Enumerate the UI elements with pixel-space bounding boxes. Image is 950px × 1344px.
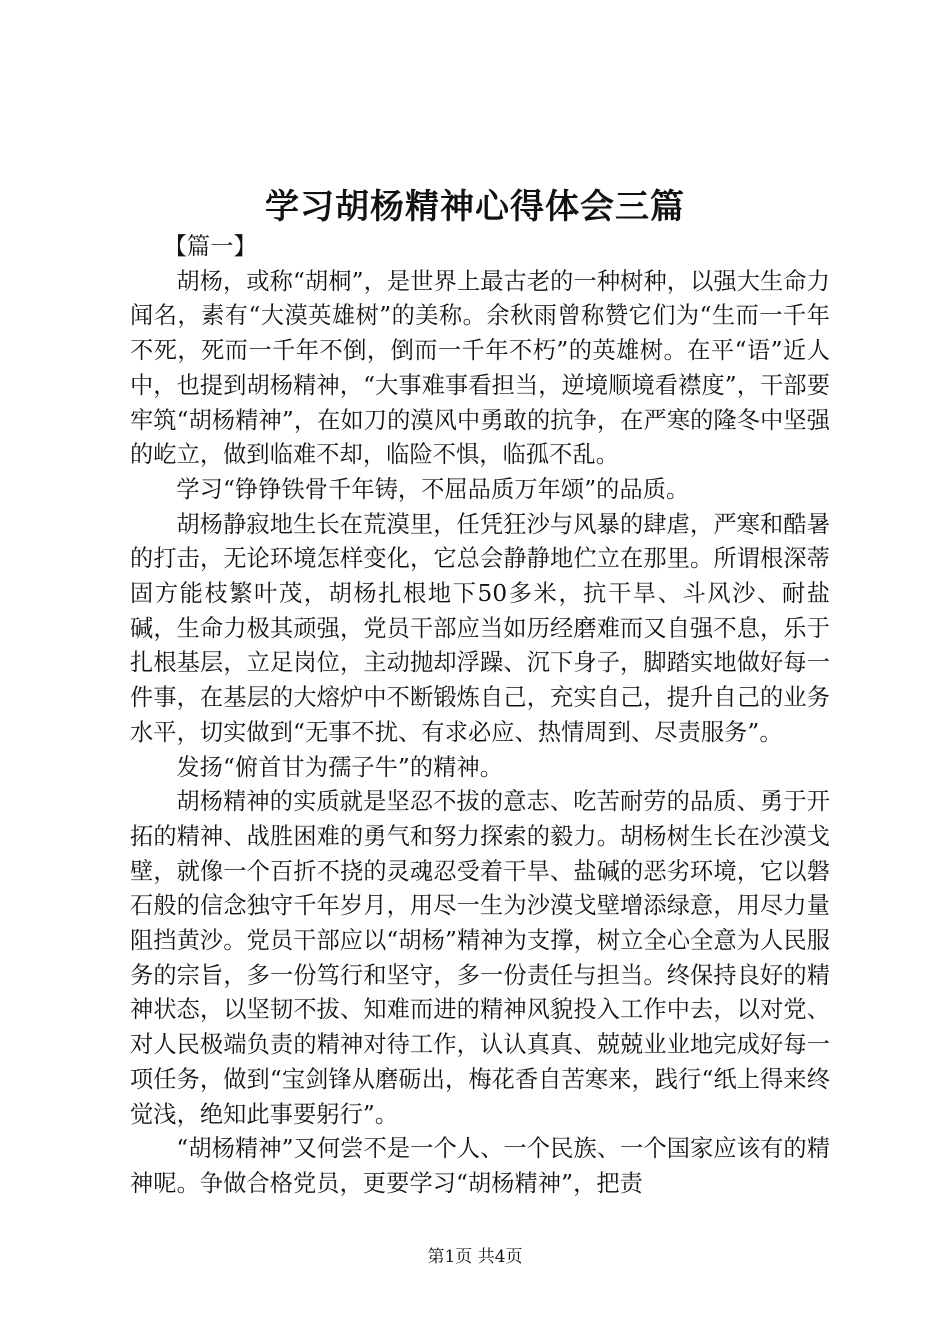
section-label: 【篇一】 xyxy=(163,233,257,260)
paragraph-1: 胡杨，或称“胡桐”，是世界上最古老的一种树种，以强大生命力闻名，素有“大漠英雄树”的美称。余秋雨曾称赞它们为“生而一千年不死，死而一千年不倒，倒而一千年不朽”的英雄树。在平“语”近人中，也提到胡杨精神，“大事难事看担当，逆境顺境看襟度”，干部要牢筑“胡杨精神”，在如刀的漠风中勇敢的抗争，在严寒的隆冬中坚强的屹立，做到临难不却，临险不惧，临孤不乱。 xyxy=(130,267,830,469)
paragraph-6: “胡杨精神”又何尝不是一个人、一个民族、一个国家应该有的精神呢。争做合格党员，更要学习“胡杨精神”，把责 xyxy=(130,1135,830,1197)
page-footer: 第1页 共4页 xyxy=(427,1247,523,1267)
paragraph-5: 胡杨精神的实质就是坚忍不拔的意志、吃苦耐劳的品质、勇于开拓的精神、战胜困难的勇气和努力探索的毅力。胡杨树生长在沙漠戈壁，就像一个百折不挠的灵魂忍受着干旱、盐碱的恶劣环境，它以磐石般的信念独守千年岁月，用尽一生为沙漠戈壁增添绿意，用尽力量阻挡黄沙。党员干部应以“胡杨”精神为支撑，树立全心全意为人民服务的宗旨，多一份笃行和坚守，多一份责任与担当。终保持良好的精神状态，以坚韧不拔、知难而进的精神风貌投入工作中去，以对党、对人民极端负责的精神对待工作，认认真真、兢兢业业地完成好每一项任务，做到“宝剑锋从磨砺出，梅花香自苦寒来，践行“纸上得来终觉浅，绝知此事要躬行”。 xyxy=(130,788,830,1128)
paragraph-2: 学习“铮铮铁骨千年铸，不屈品质万年颂”的品质。 xyxy=(176,475,690,503)
paragraph-3: 胡杨静寂地生长在荒漠里，任凭狂沙与风暴的肆虐，严寒和酷暑的打击，无论环境怎样变化，它总会静静地伫立在那里。所谓根深蒂固方能枝繁叶茂，胡杨扎根地下50多米，抗干旱、斗风沙、耐盐碱，生命力极其顽强，党员干部应当如历经磨难而又自强不息，乐于扎根基层，立足岗位，主动抛却浮躁、沉下身子，脚踏实地做好每一件事，在基层的大熔炉中不断锻炼自己，充实自己，提升自己的业务水平，切实做到“无事不扰、有求必应、热情周到、尽责服务”。 xyxy=(130,510,830,746)
document-title: 学习胡杨精神心得体会三篇 xyxy=(265,187,685,227)
paragraph-4: 发扬“俯首甘为孺子牛”的精神。 xyxy=(176,753,504,781)
document-body xyxy=(130,230,830,1202)
